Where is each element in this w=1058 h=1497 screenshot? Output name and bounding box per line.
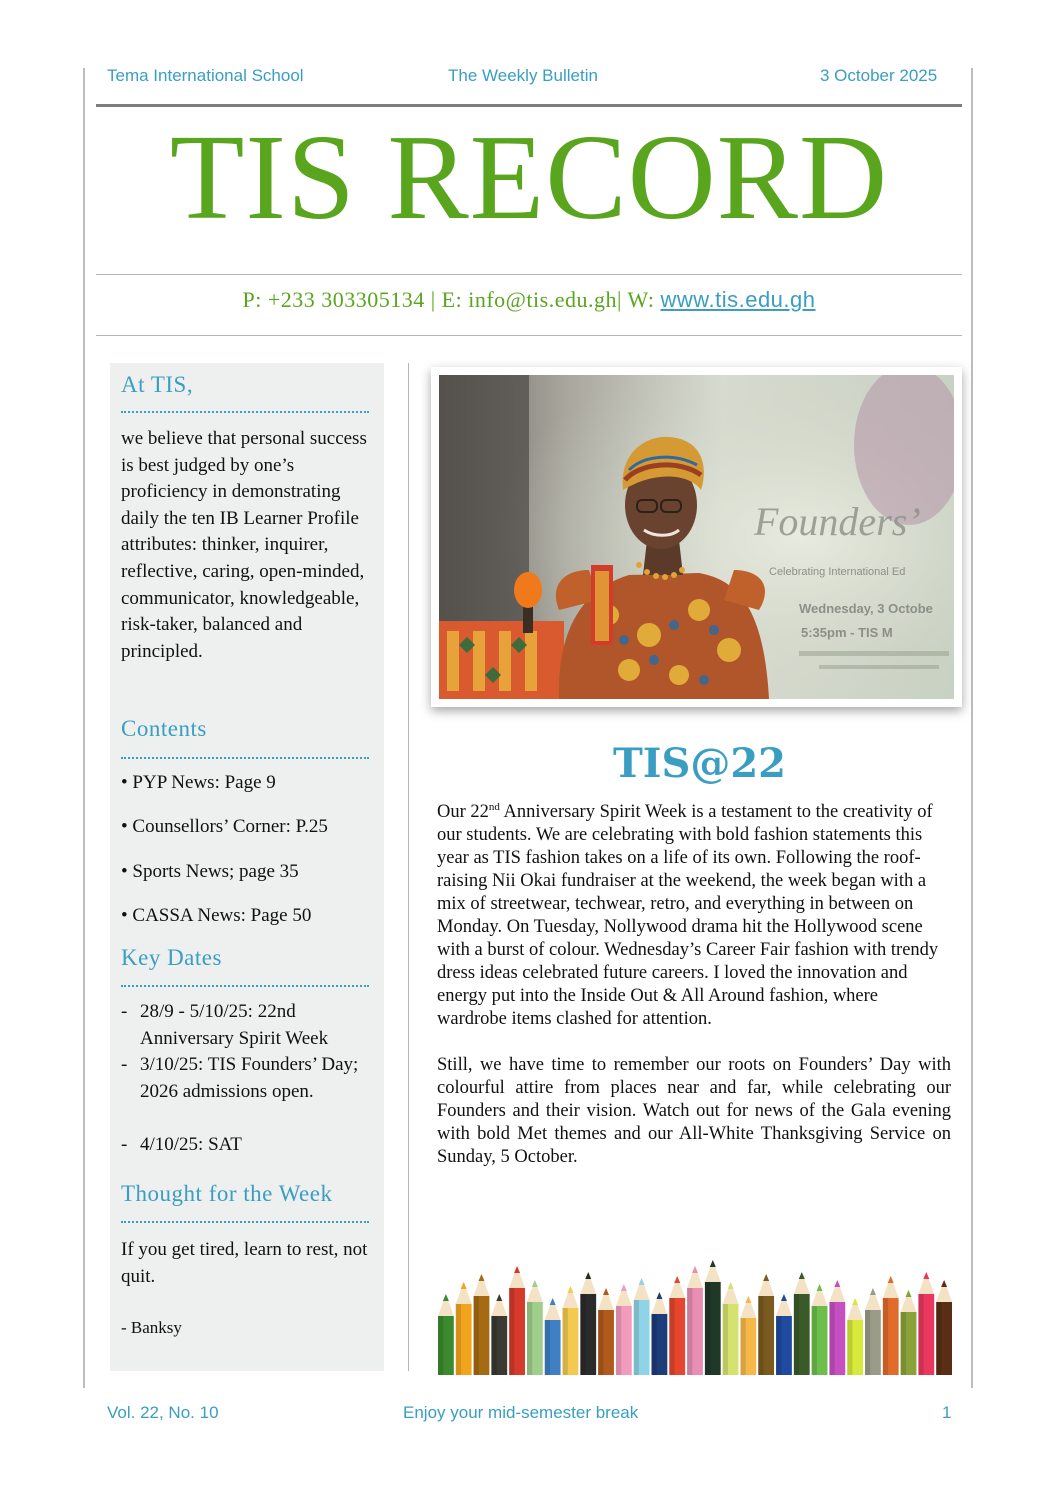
banner-time: 5:35pm - TIS M xyxy=(801,625,893,640)
key-date-item: - 3/10/25: TIS Founders’ Day; 2026 admissions open. xyxy=(121,1052,371,1105)
key-dates-heading: Key Dates xyxy=(121,945,222,970)
pencil xyxy=(474,1274,490,1375)
key-date-text: 4/10/25: SAT xyxy=(140,1134,242,1155)
thought-quote: If you get tired, learn to rest, not quit. xyxy=(121,1239,368,1287)
dotted-divider xyxy=(121,757,369,759)
contact-rule-bottom xyxy=(96,335,962,336)
school-name: Tema International School xyxy=(107,66,304,85)
contact-phone: P: +233 303305134 xyxy=(242,287,425,312)
pencil xyxy=(794,1272,810,1375)
dotted-divider xyxy=(121,985,369,987)
article-paragraph: Still, we have time to remember our roots on Founders’ Day with colourful attire from places near and far, while celebrating our Founders and their vision. Watch out for news of the Gala evening with bold Met themes and our All-White Thanksgiving Service on Sunday, 5 October. xyxy=(437,1055,951,1168)
photo-frame xyxy=(431,367,962,707)
pencil xyxy=(740,1296,756,1375)
page-border-right xyxy=(971,68,973,1388)
banner-subtext: Celebrating International Ed xyxy=(769,566,906,578)
pencil xyxy=(634,1278,650,1375)
intro-text: we believe that personal success is best judged by one’s proficiency in demonstrating daily the ten IB Learner Profile attributes: thinker, inquirer, reflective, caring, open-minded, communicator, knowledgeable, risk-taker, balanced and principled. xyxy=(121,428,367,662)
pencil xyxy=(847,1298,863,1375)
pencil xyxy=(936,1280,952,1375)
banner-text: Founders’ xyxy=(754,499,921,544)
key-date-text: 3/10/25: TIS Founders’ Day; 2026 admissions open. xyxy=(140,1054,359,1102)
pencil xyxy=(669,1276,685,1375)
article-paragraph: Our 22nd Anniversary Spirit Week is a testament to the creativity of our students. We are celebrating with bold fashion statements this year as TIS fashion takes on a life of its own. Following the roof-raising Nii Okai fundraiser at the weekend, the week began with a mix of streetwear, techwear, retro, and everything in between on Monday. On Tuesday, Nollywood drama hit the Hollywood scene with a burst of colour. Wednesday’s Career Fair fashion with trendy dress ideas celebrated future careers. I loved the innovation and energy put into the Inside Out & All Around fashion, where wardrobe items clashed for attention. xyxy=(437,801,939,1030)
article-body xyxy=(437,796,951,1192)
thought-heading: Thought for the Week xyxy=(121,1181,333,1206)
article-title: TIS@22 xyxy=(612,740,787,787)
pencil xyxy=(865,1288,881,1375)
volume-number: Vol. 22, No. 10 xyxy=(107,1403,219,1422)
contents-item-pyp[interactable]: • PYP News: Page 9 xyxy=(121,772,276,793)
pencil xyxy=(438,1294,454,1375)
footer-message: Enjoy your mid-semester break xyxy=(403,1403,639,1422)
contact-email[interactable]: | E: info@tis.edu.gh| W: xyxy=(424,287,661,312)
pencil xyxy=(598,1288,614,1375)
pencil xyxy=(580,1272,596,1375)
masthead-title: TIS RECORD xyxy=(169,110,889,245)
contents-heading: Contents xyxy=(121,716,207,741)
dotted-divider xyxy=(121,411,369,413)
column-divider xyxy=(408,363,409,1371)
contents-item-counsellors[interactable]: • Counsellors’ Corner: P.25 xyxy=(121,816,328,837)
contents-item-cassa[interactable]: • CASSA News: Page 50 xyxy=(121,905,312,926)
website-link[interactable]: www.tis.edu.gh xyxy=(660,287,816,312)
pencil xyxy=(776,1294,792,1375)
pencil xyxy=(918,1272,934,1375)
contents-item-sports[interactable]: • Sports News; page 35 xyxy=(121,861,299,882)
page-border-left xyxy=(83,68,85,1388)
dotted-divider xyxy=(121,1221,369,1223)
pencil xyxy=(723,1282,739,1375)
pencil xyxy=(545,1298,561,1375)
pencil xyxy=(705,1260,721,1375)
key-date-item: - 28/9 - 5/10/25: 22nd Anniversary Spirit Week xyxy=(121,999,371,1052)
pencil xyxy=(901,1290,917,1375)
pencil xyxy=(616,1284,632,1375)
pencil xyxy=(687,1266,703,1375)
intro-heading: At TIS, xyxy=(121,372,194,397)
contact-rule-top xyxy=(96,274,962,275)
key-date-text: 28/9 - 5/10/25: 22nd Anniversary Spirit Week xyxy=(140,1001,329,1049)
pencil xyxy=(758,1274,774,1375)
issue-date: 3 October 2025 xyxy=(820,66,938,85)
pencil xyxy=(509,1266,525,1375)
contact-line xyxy=(96,287,962,313)
pencil xyxy=(883,1276,899,1375)
page-number: 1 xyxy=(942,1403,952,1422)
pencil xyxy=(829,1280,845,1375)
pencil xyxy=(652,1292,668,1375)
publication-name: The Weekly Bulletin xyxy=(448,66,598,85)
banner-date: Wednesday, 3 Octobe xyxy=(799,601,933,616)
key-date-item: - 4/10/25: SAT xyxy=(121,1132,371,1159)
pencil xyxy=(812,1284,828,1375)
pencil xyxy=(527,1280,543,1375)
pencil xyxy=(491,1294,507,1375)
pencil xyxy=(563,1286,579,1375)
thought-author: - Banksy xyxy=(121,1318,182,1337)
founders-day-photo xyxy=(439,375,954,699)
pencil xyxy=(456,1282,472,1375)
colored-pencils-illustration xyxy=(437,1236,953,1375)
